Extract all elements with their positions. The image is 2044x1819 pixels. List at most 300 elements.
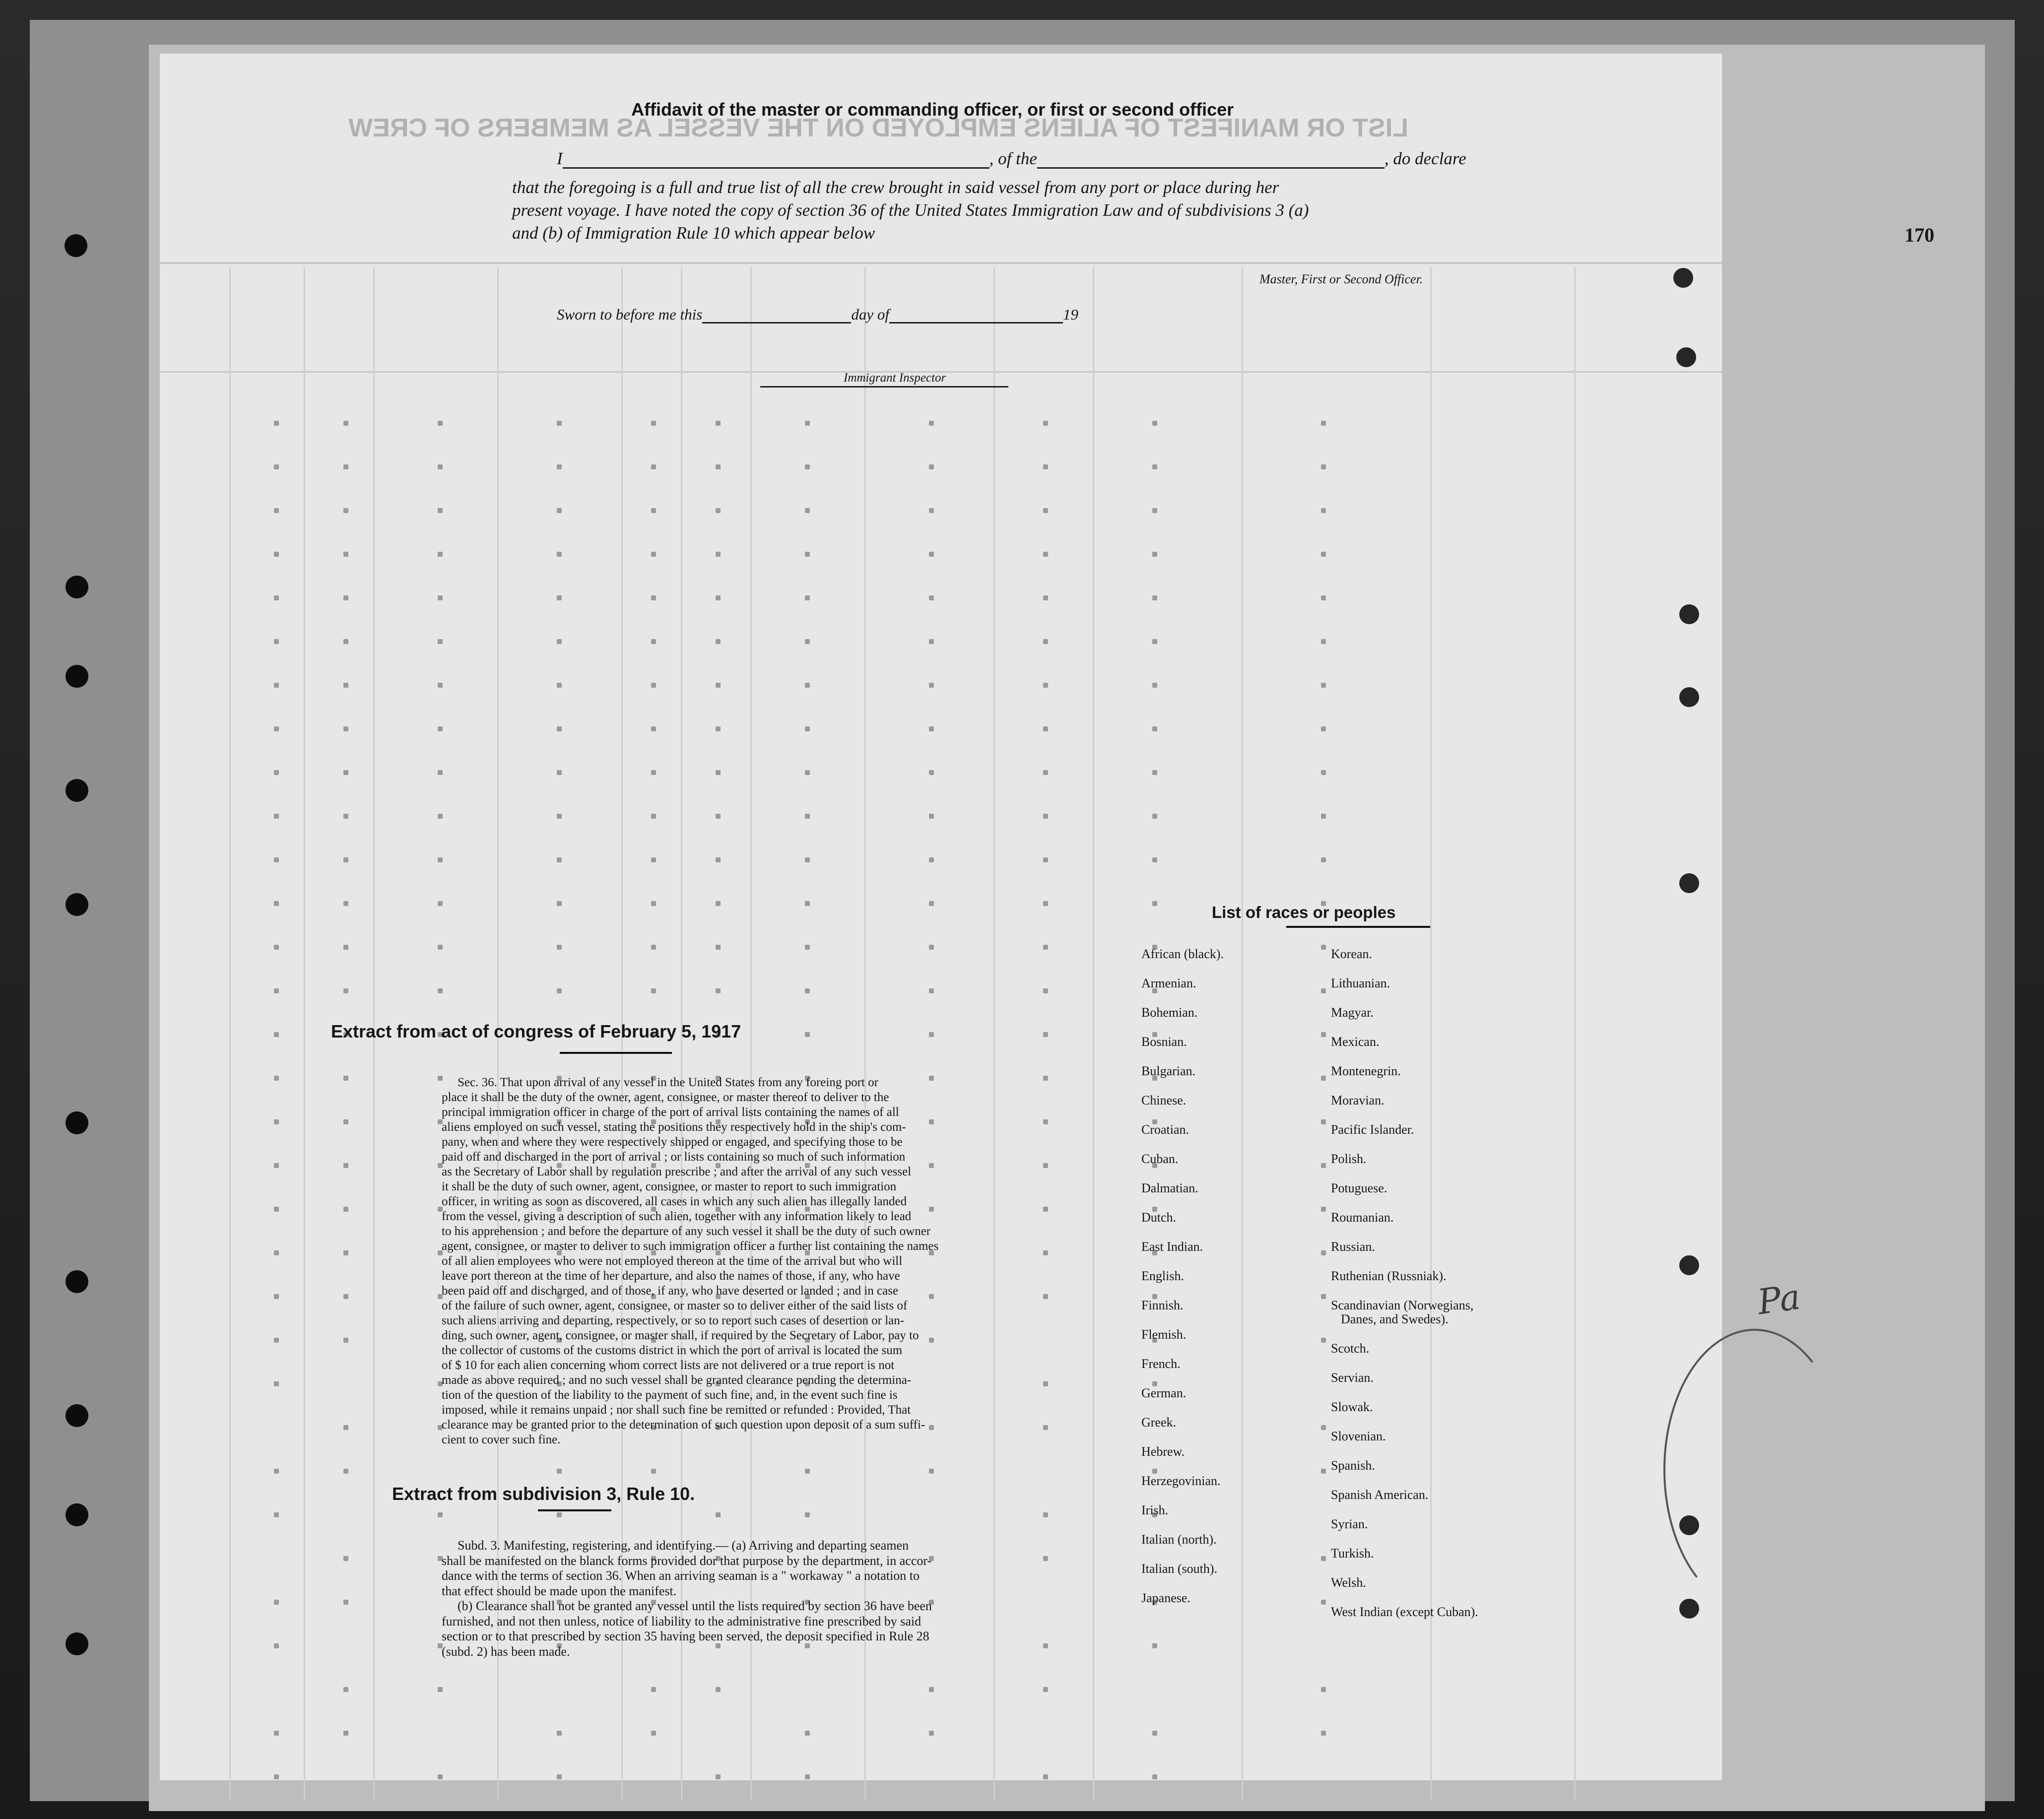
bleed-through-ditto-mark	[1043, 726, 1048, 731]
bleed-through-ditto-mark	[343, 1556, 348, 1561]
bleed-through-ditto-mark	[343, 814, 348, 819]
bleed-through-ditto-mark	[1321, 639, 1326, 644]
bleed-through-ditto-mark	[929, 421, 934, 426]
name-blank	[563, 152, 989, 169]
bleed-through-ditto-mark	[651, 639, 656, 644]
bleed-through-column	[1430, 267, 1432, 1800]
bleed-through-ditto-mark	[343, 901, 348, 906]
bleed-through-ditto-mark	[274, 1076, 279, 1081]
race-entry: Welsh.	[1331, 1575, 1366, 1590]
bleed-through-ditto-mark	[438, 988, 443, 993]
race-entry: Bohemian.	[1141, 1005, 1198, 1020]
bleed-through-ditto-mark	[557, 1731, 562, 1736]
bleed-through-ditto-mark	[343, 1425, 348, 1430]
bleed-through-ditto-mark	[1321, 552, 1326, 557]
bleed-through-ditto-mark	[274, 1381, 279, 1386]
act-text-line: aliens employed on such vessel, stating the positions they respectively hold in the ship's com-	[442, 1120, 906, 1134]
punch-hole	[1679, 604, 1699, 624]
race-entry: Spanish.	[1331, 1458, 1375, 1473]
bleed-through-ditto-mark	[343, 1731, 348, 1736]
bleed-through-ditto-mark	[557, 770, 562, 775]
bleed-through-ditto-mark	[557, 1469, 562, 1474]
race-entry: Italian (south).	[1141, 1561, 1218, 1576]
bleed-through-ditto-mark	[651, 552, 656, 557]
bleed-through-ditto-mark	[805, 464, 810, 469]
bleed-through-ditto-mark	[343, 552, 348, 557]
bleed-through-ditto-mark	[274, 464, 279, 469]
bleed-through-ditto-mark	[1152, 683, 1157, 688]
bleed-through-ditto-mark	[1043, 639, 1048, 644]
month-blank	[889, 307, 1063, 324]
bleed-through-ditto-mark	[274, 814, 279, 819]
bleed-through-ditto-mark	[1321, 945, 1326, 950]
punch-hole	[65, 234, 87, 257]
bleed-through-ditto-mark	[651, 770, 656, 775]
bleed-through-ditto-mark	[1152, 1774, 1157, 1779]
bleed-through-ditto-mark	[716, 508, 721, 513]
bleed-through-ditto-mark	[343, 1338, 348, 1343]
act-text-line: as the Secretary of Labor shall by regulation prescribe ; and after the arrival of any such vessel	[442, 1165, 912, 1178]
bleed-through-ditto-mark	[274, 421, 279, 426]
race-entry: Danes, and Swedes).	[1341, 1312, 1449, 1326]
race-entry: Roumanian.	[1331, 1210, 1394, 1225]
bleed-through-ditto-mark	[805, 726, 810, 731]
bleed-through-ditto-mark	[557, 901, 562, 906]
bleed-through-ditto-mark	[929, 595, 934, 600]
bleed-through-ditto-mark	[1152, 421, 1157, 426]
bleed-through-ditto-mark	[274, 945, 279, 950]
act-text-line: made as above required ; and no such vessel shall be granted clearance pending the determina-	[442, 1373, 912, 1387]
bleed-through-ditto-mark	[343, 945, 348, 950]
bleed-through-ditto-mark	[651, 1469, 656, 1474]
bleed-through-ditto-mark	[343, 464, 348, 469]
bleed-through-ditto-mark	[557, 945, 562, 950]
bleed-through-ditto-mark	[651, 988, 656, 993]
bleed-through-column	[1242, 267, 1243, 1800]
rule-text-line: (subd. 2) has been made.	[442, 1644, 570, 1659]
bleed-through-ditto-mark	[929, 1731, 934, 1736]
bleed-through-ditto-mark	[1152, 508, 1157, 513]
race-entry: Croatian.	[1141, 1122, 1189, 1137]
bleed-through-ditto-mark	[1321, 1687, 1326, 1692]
bleed-through-ditto-mark	[1043, 552, 1048, 557]
rule-extract-title: Extract from subdivision 3, Rule 10.	[392, 1484, 695, 1504]
bleed-through-ditto-mark	[929, 857, 934, 862]
bleed-through-ditto-mark	[929, 770, 934, 775]
affidavit-line-3: present voyage. I have noted the copy of section 36 of the United States Immigration Law and of subdivisions 3 (a)	[512, 200, 1309, 220]
bleed-through-ditto-mark	[1043, 770, 1048, 775]
affidavit-line-1-c: , do declare	[1384, 149, 1466, 168]
bleed-through-ditto-mark	[1043, 857, 1048, 862]
punch-hole	[66, 576, 88, 598]
bleed-through-ditto-mark	[716, 595, 721, 600]
bleed-through-column	[1093, 267, 1094, 1800]
bleed-through-ditto-mark	[343, 1076, 348, 1081]
rule-text-line: section or to that prescribed by section 35 having been served, the deposit specified in Rule 28	[442, 1629, 929, 1643]
bleed-through-ditto-mark	[557, 552, 562, 557]
bleed-through-ditto-mark	[557, 726, 562, 731]
rule-text-line: shall be manifested on the blanck forms provided dor that purpose by the department, in accor-	[442, 1553, 932, 1568]
bleed-through-ditto-mark	[438, 1687, 443, 1692]
bleed-through-ditto-mark	[438, 464, 443, 469]
affidavit-title: Affidavit of the master or commanding officer, or first or second officer	[631, 99, 1234, 120]
punch-hole	[1676, 347, 1696, 367]
bleed-through-ditto-mark	[274, 1119, 279, 1124]
act-extract-title: Extract from act of congress of February 5, 1917	[331, 1021, 741, 1041]
bleed-through-ditto-mark	[274, 901, 279, 906]
rule-text-line: (b) Clearance shall not be granted any vessel until the lists required by section 36 have been	[458, 1599, 932, 1613]
bleed-through-ditto-mark	[438, 639, 443, 644]
bleed-through-ditto-mark	[716, 945, 721, 950]
bleed-through-ditto-mark	[651, 814, 656, 819]
bleed-through-ditto-mark	[1321, 1731, 1326, 1736]
bleed-through-ditto-mark	[343, 1119, 348, 1124]
bleed-through-ditto-mark	[1043, 1076, 1048, 1081]
bleed-through-rule	[160, 262, 1722, 264]
bleed-through-ditto-mark	[651, 683, 656, 688]
bleed-through-ditto-mark	[343, 1207, 348, 1212]
punch-hole	[66, 1404, 88, 1427]
bleed-through-ditto-mark	[716, 901, 721, 906]
inspector-label: Immigrant Inspector	[844, 371, 946, 385]
race-entry: Dutch.	[1141, 1210, 1177, 1225]
day-blank	[702, 307, 851, 324]
race-entry: Finnish.	[1141, 1298, 1184, 1312]
race-entry: Slowak.	[1331, 1400, 1373, 1414]
bleed-through-ditto-mark	[1321, 770, 1326, 775]
race-entry: Syrian.	[1331, 1517, 1368, 1531]
bleed-through-ditto-mark	[651, 857, 656, 862]
rule-text-line: furnished, and not then unless, notice of liability to the administrative fine prescribed by said	[442, 1614, 922, 1628]
punch-hole	[1673, 268, 1693, 288]
bleed-through-ditto-mark	[1043, 1294, 1048, 1299]
bleed-through-ditto-mark	[1321, 1207, 1326, 1212]
bleed-through-ditto-mark	[1321, 988, 1326, 993]
title-underline	[560, 1052, 672, 1054]
bleed-through-ditto-mark	[1043, 988, 1048, 993]
race-entry: Flemish.	[1141, 1327, 1187, 1342]
bleed-through-ditto-mark	[929, 1032, 934, 1037]
sworn-a: Sworn to before me this	[557, 306, 703, 323]
bleed-through-ditto-mark	[1152, 726, 1157, 731]
bleed-through-ditto-mark	[805, 814, 810, 819]
bleed-through-ditto-mark	[557, 814, 562, 819]
affidavit-line-1-a: I	[557, 149, 563, 168]
bleed-through-ditto-mark	[716, 683, 721, 688]
bleed-through-ditto-mark	[1043, 1774, 1048, 1779]
bleed-through-ditto-mark	[557, 1774, 562, 1779]
bleed-through-ditto-mark	[274, 595, 279, 600]
race-entry: Hebrew.	[1141, 1444, 1185, 1459]
bleed-through-ditto-mark	[1043, 464, 1048, 469]
bleed-through-ditto-mark	[805, 1469, 810, 1474]
bleed-through-ditto-mark	[1321, 1469, 1326, 1474]
rule-text-line: that effect should be made upon the manifest.	[442, 1583, 677, 1598]
bleed-through-ditto-mark	[716, 552, 721, 557]
bleed-through-ditto-mark	[1321, 1294, 1326, 1299]
race-entry: Russian.	[1331, 1239, 1375, 1254]
bleed-through-ditto-mark	[438, 901, 443, 906]
act-text-line: of all alien employees who were not employed thereon at the time of the arrival but who will	[442, 1254, 903, 1268]
bleed-through-ditto-mark	[1043, 1512, 1048, 1517]
bleed-through-ditto-mark	[1152, 814, 1157, 819]
bleed-through-ditto-mark	[805, 1032, 810, 1037]
race-entry: Greek.	[1141, 1415, 1177, 1429]
punch-hole	[66, 1503, 88, 1526]
bleed-through-ditto-mark	[1321, 1076, 1326, 1081]
bleed-through-ditto-mark	[557, 1512, 562, 1517]
bleed-through-ditto-mark	[1152, 595, 1157, 600]
bleed-through-ditto-mark	[805, 421, 810, 426]
race-entry: East Indian.	[1141, 1239, 1203, 1254]
bleed-through-ditto-mark	[274, 683, 279, 688]
bleed-through-ditto-mark	[343, 1163, 348, 1168]
race-entry: Polish.	[1331, 1152, 1367, 1166]
bleed-through-ditto-mark	[805, 639, 810, 644]
act-text-line: cient to cover such fine.	[442, 1433, 561, 1446]
act-text-line: principal immigration officer in charge of the port of arrival lists containing the names of all	[442, 1105, 899, 1119]
race-entry: Lithuanian.	[1331, 976, 1390, 990]
bleed-through-ditto-mark	[343, 857, 348, 862]
act-text-line: leave port thereon at the time of her departure, and also the names of those, if any, who have	[442, 1269, 900, 1283]
bleed-through-ditto-mark	[651, 421, 656, 426]
act-text-line: agent, consignee, or master to deliver to such immigration officer a further list containing the names	[442, 1239, 939, 1253]
act-text-line: of $ 10 for each alien concerning whom correct lists are not delivered or a true report is not	[442, 1359, 895, 1372]
race-entry: Japanese.	[1141, 1591, 1190, 1605]
bleed-through-ditto-mark	[716, 770, 721, 775]
bleed-through-ditto-mark	[1152, 1731, 1157, 1736]
bleed-through-ditto-mark	[557, 464, 562, 469]
bleed-through-ditto-mark	[1321, 421, 1326, 426]
vessel-blank	[1037, 152, 1385, 169]
bleed-through-ditto-mark	[805, 770, 810, 775]
bleed-through-ditto-mark	[438, 1512, 443, 1517]
act-text-line: paid off and discharged in the port of arrival ; or lists containing so much of such information	[442, 1150, 906, 1164]
act-text-line: ding, such owner, agent, consignee, or master shall, if required by the Secretary of Labor, pay to	[442, 1329, 919, 1342]
bleed-through-ditto-mark	[1043, 683, 1048, 688]
bleed-through-ditto-mark	[1043, 1250, 1048, 1255]
race-entry: Irish.	[1141, 1503, 1169, 1517]
bleed-through-ditto-mark	[805, 508, 810, 513]
bleed-through-ditto-mark	[438, 770, 443, 775]
punch-hole	[66, 665, 88, 688]
bleed-through-ditto-mark	[805, 683, 810, 688]
race-entry: Moravian.	[1331, 1093, 1385, 1107]
race-entry: Pacific Islander.	[1331, 1122, 1414, 1137]
race-entry: Servian.	[1331, 1370, 1374, 1385]
affidavit-line-1-b: , of the	[989, 149, 1037, 168]
title-underline	[538, 1509, 611, 1511]
race-entry: Chinese.	[1141, 1093, 1187, 1107]
bleed-through-ditto-mark	[651, 1687, 656, 1692]
bleed-through-ditto-mark	[651, 508, 656, 513]
bleed-through-ditto-mark	[343, 1687, 348, 1692]
bleed-through-ditto-mark	[343, 726, 348, 731]
bleed-through-ditto-mark	[274, 1774, 279, 1779]
bleed-through-ditto-mark	[557, 988, 562, 993]
act-text-line: to his apprehension ; and before the departure of any such vessel it shall be the duty of such owner	[442, 1225, 931, 1238]
bleed-through-ditto-mark	[274, 857, 279, 862]
bleed-through-ditto-mark	[805, 1774, 810, 1779]
race-entry: Turkish.	[1331, 1546, 1374, 1560]
bleed-through-ditto-mark	[1043, 1119, 1048, 1124]
act-text-line: place it shall be the duty of the owner, agent, consignee, or master thereof to deliver to the	[442, 1091, 889, 1104]
bleed-through-ditto-mark	[929, 945, 934, 950]
act-text-line: tion of the question of the liability to the payment of such fine, and, in the event such fine is	[442, 1388, 898, 1402]
bleed-through-ditto-mark	[1043, 1687, 1048, 1692]
bleed-through-column	[229, 267, 231, 1800]
bleed-through-ditto-mark	[1321, 1119, 1326, 1124]
bleed-through-ditto-mark	[274, 508, 279, 513]
punch-hole	[1679, 1255, 1699, 1275]
bleed-through-ditto-mark	[343, 639, 348, 644]
master-officer-label: Master, First or Second Officer.	[1259, 272, 1423, 286]
bleed-through-ditto-mark	[1321, 1163, 1326, 1168]
punch-hole	[66, 1632, 88, 1655]
bleed-through-ditto-mark	[929, 508, 934, 513]
bleed-through-ditto-mark	[438, 945, 443, 950]
bleed-through-ditto-mark	[929, 726, 934, 731]
bleed-through-ditto-mark	[651, 1731, 656, 1736]
race-entry: Bosnian.	[1141, 1035, 1187, 1049]
bleed-through-ditto-mark	[274, 1512, 279, 1517]
bleed-through-ditto-mark	[805, 988, 810, 993]
race-entry: Herzegovinian.	[1141, 1474, 1221, 1488]
bleed-through-ditto-mark	[274, 1600, 279, 1605]
page-number: 170	[1905, 224, 1934, 246]
affidavit-line-1	[557, 149, 1466, 169]
bleed-through-ditto-mark	[557, 508, 562, 513]
bleed-through-ditto-mark	[438, 857, 443, 862]
punch-hole	[66, 893, 88, 916]
race-entry: Cuban.	[1141, 1152, 1179, 1166]
bleed-through-ditto-mark	[1043, 1163, 1048, 1168]
race-entry: Dalmatian.	[1141, 1181, 1198, 1195]
race-entry: Armenian.	[1141, 976, 1196, 990]
bleed-through-ditto-mark	[929, 988, 934, 993]
bleed-through-ditto-mark	[274, 1163, 279, 1168]
bleed-through-ditto-mark	[651, 945, 656, 950]
bleed-through-ditto-mark	[716, 639, 721, 644]
bleed-through-ditto-mark	[438, 508, 443, 513]
bleed-through-ditto-mark	[1321, 508, 1326, 513]
race-entry: Spanish American.	[1331, 1488, 1429, 1502]
race-entry: English.	[1141, 1269, 1184, 1283]
bleed-through-ditto-mark	[274, 1643, 279, 1648]
act-text-line: imposed, while it remains unpaid ; nor shall such fine be remitted or refunded : Provided, That	[442, 1403, 911, 1417]
bleed-through-ditto-mark	[716, 1512, 721, 1517]
bleed-through-ditto-mark	[1152, 901, 1157, 906]
act-text-line: clearance may be granted prior to the determination of such question upon deposit of a sum suffi-	[442, 1418, 925, 1431]
bleed-through-ditto-mark	[1321, 857, 1326, 862]
bleed-through-ditto-mark	[438, 552, 443, 557]
bleed-through-ditto-mark	[343, 595, 348, 600]
bleed-through-ditto-mark	[274, 770, 279, 775]
race-entry: West Indian (except Cuban).	[1331, 1605, 1478, 1619]
act-text-line: it shall be the duty of such owner, agent, consignee, or master to report to such immigration	[442, 1180, 897, 1193]
bleed-through-ditto-mark	[716, 857, 721, 862]
punch-hole	[66, 1270, 88, 1293]
bleed-through-ditto-mark	[274, 1469, 279, 1474]
bleed-through-ditto-mark	[343, 508, 348, 513]
bleed-through-ditto-mark	[343, 421, 348, 426]
sworn-c: 19	[1062, 306, 1078, 323]
bleed-through-heading: LIST OR MANIFEST OF ALIENS EMPLOYED ON THE VESSEL AS MEMBERS OF CREW	[348, 114, 1408, 142]
punch-hole	[66, 779, 88, 802]
bleed-through-ditto-mark	[716, 464, 721, 469]
bleed-through-ditto-mark	[557, 421, 562, 426]
bleed-through-ditto-mark	[929, 552, 934, 557]
races-list-title: List of races or peoples	[1212, 903, 1396, 921]
bleed-through-ditto-mark	[1043, 1425, 1048, 1430]
act-text-line: the collector of customs of the customs district in which the port of arrival is located the sum	[442, 1344, 903, 1357]
bleed-through-ditto-mark	[1152, 639, 1157, 644]
bleed-through-ditto-mark	[1043, 595, 1048, 600]
punch-hole	[1679, 873, 1699, 893]
race-entry: African (black).	[1141, 947, 1224, 961]
bleed-through-ditto-mark	[716, 421, 721, 426]
act-text-line: from the vessel, giving a description of such alien, together with any information likely to lead	[442, 1210, 912, 1223]
bleed-through-ditto-mark	[274, 1294, 279, 1299]
bleed-through-ditto-mark	[1321, 1425, 1326, 1430]
bleed-through-ditto-mark	[274, 1207, 279, 1212]
bleed-through-ditto-mark	[805, 1512, 810, 1517]
bleed-through-ditto-mark	[274, 1250, 279, 1255]
punch-hole	[1679, 1599, 1699, 1619]
bleed-through-ditto-mark	[343, 1294, 348, 1299]
bleed-through-ditto-mark	[343, 1469, 348, 1474]
bleed-through-ditto-mark	[716, 988, 721, 993]
race-entry: Slovenian.	[1331, 1429, 1386, 1443]
bleed-through-ditto-mark	[1321, 814, 1326, 819]
bleed-through-ditto-mark	[1321, 1600, 1326, 1605]
bleed-through-ditto-mark	[1152, 857, 1157, 862]
act-text-line: Sec. 36. That upon arrival of any vessel in the United States from any foreing port or	[458, 1076, 878, 1089]
bleed-through-ditto-mark	[929, 1687, 934, 1692]
race-entry: Bulgarian.	[1141, 1064, 1196, 1078]
bleed-through-ditto-mark	[716, 814, 721, 819]
bleed-through-ditto-mark	[1321, 1338, 1326, 1343]
bleed-through-ditto-mark	[1043, 945, 1048, 950]
bleed-through-ditto-mark	[438, 814, 443, 819]
handwritten-initials: Pa	[1755, 1276, 1803, 1323]
sworn-line	[557, 306, 1078, 324]
bleed-through-ditto-mark	[805, 552, 810, 557]
bleed-through-ditto-mark	[1321, 1556, 1326, 1561]
act-text-line: pany, when and where they were respectively shipped or engaged, and specifying those to be	[442, 1135, 903, 1149]
bleed-through-ditto-mark	[1321, 1032, 1326, 1037]
bleed-through-ditto-mark	[438, 421, 443, 426]
bleed-through-ditto-mark	[274, 1338, 279, 1343]
bleed-through-ditto-mark	[1043, 901, 1048, 906]
bleed-through-ditto-mark	[1152, 1469, 1157, 1474]
punch-hole	[1679, 1515, 1699, 1535]
bleed-through-ditto-mark	[274, 726, 279, 731]
bleed-through-ditto-mark	[805, 1731, 810, 1736]
bleed-through-ditto-mark	[651, 726, 656, 731]
bleed-through-ditto-mark	[274, 1731, 279, 1736]
bleed-through-ditto-mark	[651, 595, 656, 600]
act-text-line: of the failure of such owner, agent, consignee, or master so to deliver either of the said lists of	[442, 1299, 908, 1312]
bleed-through-ditto-mark	[1152, 464, 1157, 469]
bleed-through-ditto-mark	[805, 857, 810, 862]
bleed-through-ditto-mark	[438, 595, 443, 600]
race-entry: Scandinavian (Norwegians,	[1331, 1298, 1474, 1312]
bleed-through-ditto-mark	[438, 1076, 443, 1081]
race-entry: Mexican.	[1331, 1035, 1380, 1049]
bleed-through-ditto-mark	[557, 683, 562, 688]
act-text-line: officer, in writing as soon as discovered, all cases in which any such alien has illegally landed	[442, 1195, 907, 1208]
